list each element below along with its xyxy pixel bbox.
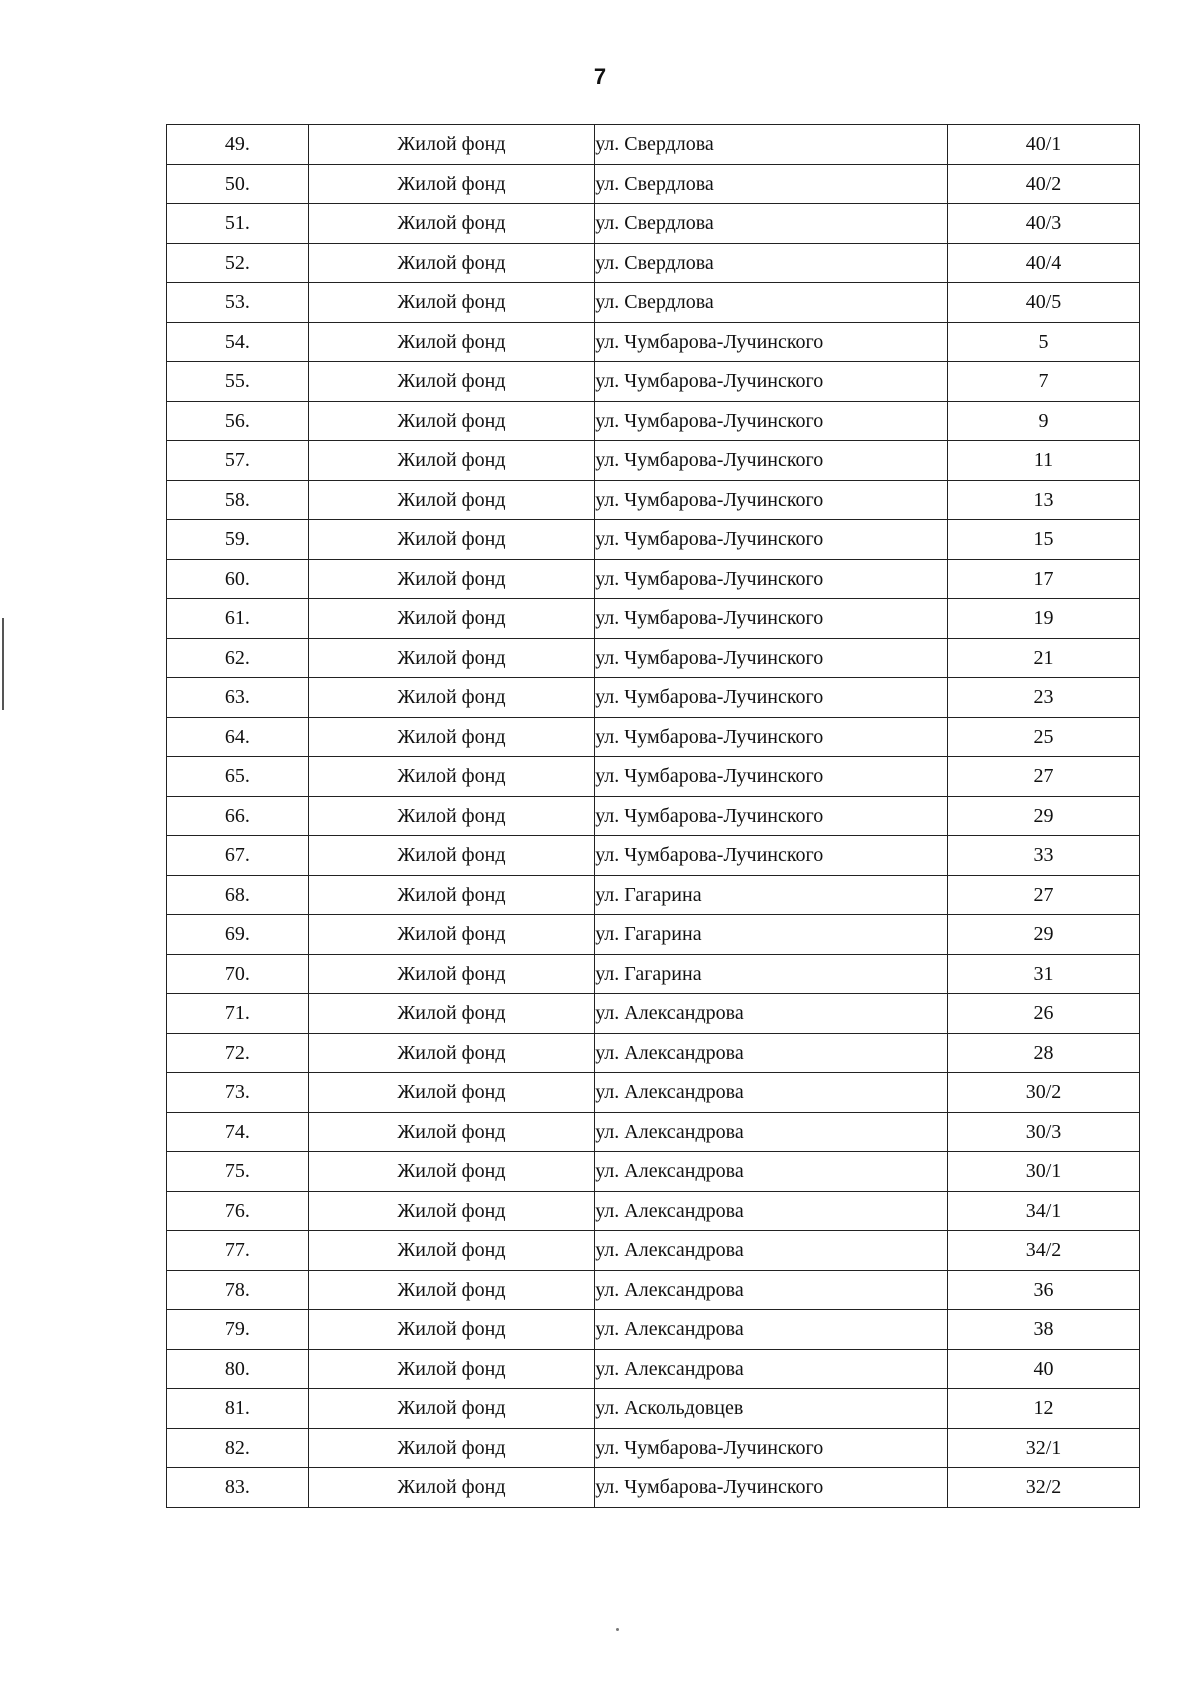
fund-type-cell: Жилой фонд xyxy=(308,1191,594,1231)
street-cell: ул. Гагарина xyxy=(595,915,948,955)
street-cell: ул. Чумбарова-Лучинского xyxy=(595,520,948,560)
page-number: 7 xyxy=(593,64,607,89)
street-cell: ул. Свердлова xyxy=(595,283,948,323)
table-row xyxy=(167,283,1140,323)
street-cell: ул. Чумбарова-Лучинского xyxy=(595,362,948,402)
table-row xyxy=(167,1112,1140,1152)
table-body xyxy=(167,125,1140,1508)
house-number-cell: 17 xyxy=(948,559,1140,599)
table-row xyxy=(167,1231,1140,1271)
street-cell: ул. Чумбарова-Лучинского xyxy=(595,638,948,678)
fund-type-cell: Жилой фонд xyxy=(308,480,594,520)
row-number-cell: 55. xyxy=(167,362,309,402)
table-row xyxy=(167,638,1140,678)
house-number-cell: 31 xyxy=(948,954,1140,994)
street-cell: ул. Чумбарова-Лучинского xyxy=(595,717,948,757)
housing-table xyxy=(166,124,1140,1508)
row-number-cell: 69. xyxy=(167,915,309,955)
fund-type-cell: Жилой фонд xyxy=(308,401,594,441)
row-number-cell: 76. xyxy=(167,1191,309,1231)
house-number-cell: 40/2 xyxy=(948,164,1140,204)
house-number-cell: 9 xyxy=(948,401,1140,441)
fund-type-cell: Жилой фонд xyxy=(308,678,594,718)
row-number-cell: 79. xyxy=(167,1310,309,1350)
table-row xyxy=(167,1349,1140,1389)
fund-type-cell: Жилой фонд xyxy=(308,757,594,797)
fund-type-cell: Жилой фонд xyxy=(308,875,594,915)
house-number-cell: 23 xyxy=(948,678,1140,718)
house-number-cell: 32/2 xyxy=(948,1468,1140,1508)
street-cell: ул. Свердлова xyxy=(595,125,948,165)
fund-type-cell: Жилой фонд xyxy=(308,638,594,678)
fund-type-cell: Жилой фонд xyxy=(308,717,594,757)
table-row xyxy=(167,125,1140,165)
table-row xyxy=(167,1468,1140,1508)
house-number-cell: 27 xyxy=(948,757,1140,797)
street-cell: ул. Александрова xyxy=(595,1033,948,1073)
house-number-cell: 5 xyxy=(948,322,1140,362)
table-row xyxy=(167,1033,1140,1073)
house-number-cell: 32/1 xyxy=(948,1428,1140,1468)
street-cell: ул. Свердлова xyxy=(595,204,948,244)
table-row xyxy=(167,480,1140,520)
street-cell: ул. Александрова xyxy=(595,1310,948,1350)
table-row xyxy=(167,1428,1140,1468)
table-row xyxy=(167,915,1140,955)
row-number-cell: 74. xyxy=(167,1112,309,1152)
street-cell: ул. Александрова xyxy=(595,1152,948,1192)
house-number-cell: 40/5 xyxy=(948,283,1140,323)
row-number-cell: 58. xyxy=(167,480,309,520)
row-number-cell: 53. xyxy=(167,283,309,323)
house-number-cell: 34/1 xyxy=(948,1191,1140,1231)
table-row xyxy=(167,875,1140,915)
row-number-cell: 68. xyxy=(167,875,309,915)
street-cell: ул. Александрова xyxy=(595,994,948,1034)
table-row xyxy=(167,401,1140,441)
street-cell: ул. Свердлова xyxy=(595,243,948,283)
street-cell: ул. Чумбарова-Лучинского xyxy=(595,1428,948,1468)
house-number-cell: 34/2 xyxy=(948,1231,1140,1271)
row-number-cell: 59. xyxy=(167,520,309,560)
house-number-cell: 7 xyxy=(948,362,1140,402)
scan-edge-mark xyxy=(2,618,4,710)
street-cell: ул. Александрова xyxy=(595,1112,948,1152)
table-row xyxy=(167,322,1140,362)
street-cell: ул. Чумбарова-Лучинского xyxy=(595,836,948,876)
row-number-cell: 81. xyxy=(167,1389,309,1429)
row-number-cell: 62. xyxy=(167,638,309,678)
row-number-cell: 51. xyxy=(167,204,309,244)
row-number-cell: 65. xyxy=(167,757,309,797)
table-row xyxy=(167,717,1140,757)
house-number-cell: 29 xyxy=(948,915,1140,955)
row-number-cell: 60. xyxy=(167,559,309,599)
row-number-cell: 73. xyxy=(167,1073,309,1113)
row-number-cell: 72. xyxy=(167,1033,309,1073)
table-row xyxy=(167,520,1140,560)
street-cell: ул. Александрова xyxy=(595,1191,948,1231)
table-row xyxy=(167,1073,1140,1113)
fund-type-cell: Жилой фонд xyxy=(308,1033,594,1073)
house-number-cell: 33 xyxy=(948,836,1140,876)
street-cell: ул. Чумбарова-Лучинского xyxy=(595,480,948,520)
fund-type-cell: Жилой фонд xyxy=(308,994,594,1034)
street-cell: ул. Чумбарова-Лучинского xyxy=(595,322,948,362)
table-row xyxy=(167,559,1140,599)
street-cell: ул. Аскольдовцев xyxy=(595,1389,948,1429)
table-row xyxy=(167,678,1140,718)
house-number-cell: 40 xyxy=(948,1349,1140,1389)
table-row xyxy=(167,757,1140,797)
house-number-cell: 29 xyxy=(948,796,1140,836)
fund-type-cell: Жилой фонд xyxy=(308,559,594,599)
house-number-cell: 11 xyxy=(948,441,1140,481)
street-cell: ул. Чумбарова-Лучинского xyxy=(595,1468,948,1508)
table-row xyxy=(167,243,1140,283)
fund-type-cell: Жилой фонд xyxy=(308,1112,594,1152)
fund-type-cell: Жилой фонд xyxy=(308,283,594,323)
house-number-cell: 21 xyxy=(948,638,1140,678)
row-number-cell: 75. xyxy=(167,1152,309,1192)
row-number-cell: 56. xyxy=(167,401,309,441)
house-number-cell: 28 xyxy=(948,1033,1140,1073)
house-number-cell: 15 xyxy=(948,520,1140,560)
house-number-cell: 27 xyxy=(948,875,1140,915)
street-cell: ул. Гагарина xyxy=(595,954,948,994)
row-number-cell: 70. xyxy=(167,954,309,994)
fund-type-cell: Жилой фонд xyxy=(308,1310,594,1350)
table-row xyxy=(167,954,1140,994)
house-number-cell: 19 xyxy=(948,599,1140,639)
fund-type-cell: Жилой фонд xyxy=(308,520,594,560)
street-cell: ул. Чумбарова-Лучинского xyxy=(595,796,948,836)
fund-type-cell: Жилой фонд xyxy=(308,954,594,994)
table-row xyxy=(167,204,1140,244)
table-row xyxy=(167,796,1140,836)
row-number-cell: 66. xyxy=(167,796,309,836)
street-cell: ул. Александрова xyxy=(595,1270,948,1310)
row-number-cell: 77. xyxy=(167,1231,309,1271)
fund-type-cell: Жилой фонд xyxy=(308,125,594,165)
house-number-cell: 40/4 xyxy=(948,243,1140,283)
fund-type-cell: Жилой фонд xyxy=(308,441,594,481)
street-cell: ул. Чумбарова-Лучинского xyxy=(595,441,948,481)
house-number-cell: 26 xyxy=(948,994,1140,1034)
table-row xyxy=(167,1389,1140,1429)
house-number-cell: 12 xyxy=(948,1389,1140,1429)
street-cell: ул. Александрова xyxy=(595,1349,948,1389)
fund-type-cell: Жилой фонд xyxy=(308,1231,594,1271)
row-number-cell: 61. xyxy=(167,599,309,639)
table-row xyxy=(167,164,1140,204)
street-cell: ул. Чумбарова-Лучинского xyxy=(595,678,948,718)
street-cell: ул. Александрова xyxy=(595,1073,948,1113)
fund-type-cell: Жилой фонд xyxy=(308,1389,594,1429)
row-number-cell: 57. xyxy=(167,441,309,481)
fund-type-cell: Жилой фонд xyxy=(308,796,594,836)
house-number-cell: 40/3 xyxy=(948,204,1140,244)
row-number-cell: 80. xyxy=(167,1349,309,1389)
table-row xyxy=(167,362,1140,402)
fund-type-cell: Жилой фонд xyxy=(308,1468,594,1508)
row-number-cell: 83. xyxy=(167,1468,309,1508)
house-number-cell: 38 xyxy=(948,1310,1140,1350)
fund-type-cell: Жилой фонд xyxy=(308,1152,594,1192)
fund-type-cell: Жилой фонд xyxy=(308,1428,594,1468)
street-cell: ул. Чумбарова-Лучинского xyxy=(595,559,948,599)
row-number-cell: 82. xyxy=(167,1428,309,1468)
street-cell: ул. Чумбарова-Лучинского xyxy=(595,401,948,441)
table-row xyxy=(167,836,1140,876)
fund-type-cell: Жилой фонд xyxy=(308,204,594,244)
fund-type-cell: Жилой фонд xyxy=(308,164,594,204)
house-number-cell: 30/2 xyxy=(948,1073,1140,1113)
row-number-cell: 78. xyxy=(167,1270,309,1310)
fund-type-cell: Жилой фонд xyxy=(308,836,594,876)
table-row xyxy=(167,1152,1140,1192)
row-number-cell: 50. xyxy=(167,164,309,204)
table-row xyxy=(167,1270,1140,1310)
house-number-cell: 30/3 xyxy=(948,1112,1140,1152)
table-row xyxy=(167,994,1140,1034)
street-cell: ул. Гагарина xyxy=(595,875,948,915)
fund-type-cell: Жилой фонд xyxy=(308,1073,594,1113)
row-number-cell: 71. xyxy=(167,994,309,1034)
fund-type-cell: Жилой фонд xyxy=(308,1349,594,1389)
table-row xyxy=(167,1310,1140,1350)
house-number-cell: 40/1 xyxy=(948,125,1140,165)
fund-type-cell: Жилой фонд xyxy=(308,322,594,362)
fund-type-cell: Жилой фонд xyxy=(308,243,594,283)
fund-type-cell: Жилой фонд xyxy=(308,599,594,639)
house-number-cell: 13 xyxy=(948,480,1140,520)
fund-type-cell: Жилой фонд xyxy=(308,915,594,955)
street-cell: ул. Александрова xyxy=(595,1231,948,1271)
fund-type-cell: Жилой фонд xyxy=(308,1270,594,1310)
row-number-cell: 64. xyxy=(167,717,309,757)
table-row xyxy=(167,599,1140,639)
house-number-cell: 36 xyxy=(948,1270,1140,1310)
fund-type-cell: Жилой фонд xyxy=(308,362,594,402)
house-number-cell: 25 xyxy=(948,717,1140,757)
street-cell: ул. Свердлова xyxy=(595,164,948,204)
row-number-cell: 54. xyxy=(167,322,309,362)
row-number-cell: 49. xyxy=(167,125,309,165)
street-cell: ул. Чумбарова-Лучинского xyxy=(595,757,948,797)
table-row xyxy=(167,1191,1140,1231)
scan-dot xyxy=(616,1628,619,1631)
row-number-cell: 63. xyxy=(167,678,309,718)
street-cell: ул. Чумбарова-Лучинского xyxy=(595,599,948,639)
table-row xyxy=(167,441,1140,481)
house-number-cell: 30/1 xyxy=(948,1152,1140,1192)
row-number-cell: 67. xyxy=(167,836,309,876)
row-number-cell: 52. xyxy=(167,243,309,283)
